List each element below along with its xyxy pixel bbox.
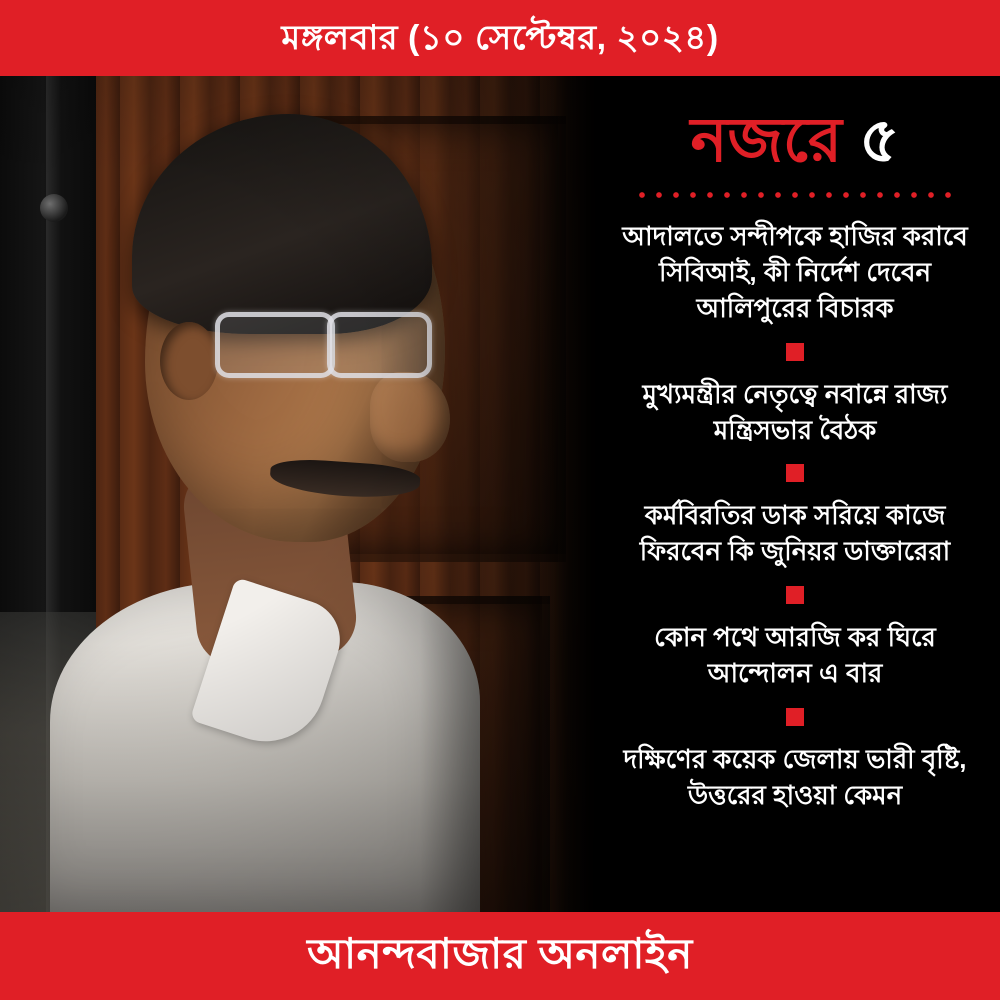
panel-title [691, 108, 900, 173]
right-lens [327, 312, 432, 378]
brand-bar [0, 912, 1000, 1000]
hair [132, 114, 432, 334]
list-item[interactable]: মুখ্যমন্ত্রীর নেতৃত্বে নবান্নে রাজ্য মন্ত্রিসভার বৈঠক [642, 378, 948, 445]
square-separator-icon [786, 464, 804, 482]
ear [160, 322, 218, 400]
left-lens [215, 312, 335, 378]
date-bar [0, 0, 1000, 76]
brand-text: আনন্দবাজার অনলাইন [307, 929, 693, 977]
list-item[interactable]: কোন পথে আরজি কর ঘিরে আন্দোলন এ বার [654, 622, 936, 689]
square-separator-icon [786, 343, 804, 361]
dotted-divider [630, 189, 960, 201]
date-text: মঙ্গলবার (১০ সেপ্টেম্বর, ২০২৪) [281, 19, 719, 57]
eyeglasses-icon [215, 312, 445, 382]
list-item[interactable]: আদালতে সন্দীপকে হাজির করাবে সিবিআই, কী নির্দেশ দেবেন আলিপুরের বিচারক [622, 221, 968, 323]
nose [370, 372, 450, 462]
headlines-panel [600, 76, 1000, 912]
photo-area [0, 76, 600, 912]
card-body [0, 76, 1000, 912]
person-figure [40, 76, 560, 912]
list-item[interactable]: কর্মবিরতির ডাক সরিয়ে কাজে ফিরবেন কি জুনিয়র ডাক্তারেরা [639, 500, 951, 567]
list-item[interactable]: দক্ষিণের কয়েক জেলায় ভারী বৃষ্টি, উত্তরের হাওয়া কেমন [623, 743, 967, 810]
square-separator-icon [786, 708, 804, 726]
panel-title-word: নজরে [690, 106, 843, 175]
panel-title-number: ৫ [859, 106, 900, 175]
square-separator-icon [786, 586, 804, 604]
